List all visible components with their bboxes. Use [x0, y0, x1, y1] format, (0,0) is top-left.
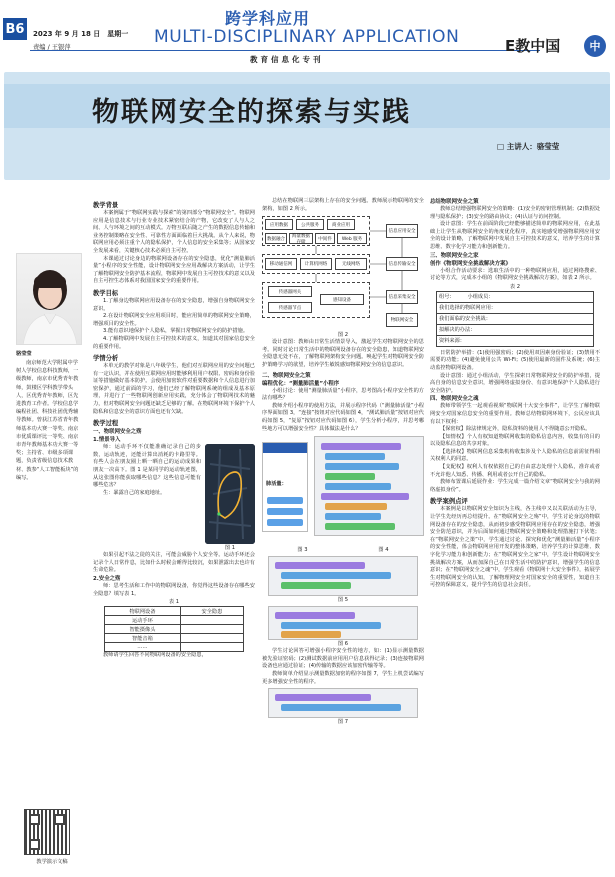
diagram-box: 移动通信网	[265, 258, 297, 270]
subsection-heading: 四、物联网安全之魂	[430, 396, 479, 403]
table-header: 物联网设备	[105, 607, 181, 616]
table-caption: 表 1	[168, 599, 180, 606]
paragraph: 2.在设计物联网安全应用项目时，能应用简单的物联网安全策略，增强项目的安全性。	[93, 313, 255, 327]
paragraph: 本课通过讨论身边的物联网设备存在的安全隐患，优化“测量肺活量”小程序的安全性能，设计物联网安全应用战解决方案活动，让学生了解物联网安全防护基本流程，物联网中发展自主可控技术的意义以及自主可控生态体系对我国国家安全的重要作用。	[93, 255, 255, 285]
diagram-box: 应用数据	[265, 219, 293, 230]
diagram-box: 物联网安全	[386, 313, 418, 327]
table-cell: 资料来源：	[437, 335, 594, 346]
paragraph: 本案例是以物联网安全知识为主线，各主线中又以关联活动为主导，让学生先经历再总结提升。在“物联网安全之殇”中，学生讨论身边的物联网设备存在的安全隐患，从而初步感受物联网应用存在的安全隐患，增强安全防范意识，并为后面如何通过物联网安全策略和处理措施打下伏笔；在“物联网安全之策”中，学生通过讨论、探究和优化“测量肺活量”小程序的安全性能，体会物联网应用开发的整体策略，培养学生的计算思维、数字化学习能力和创新能力；在“物联网安全之家”中，学生设计物联网安全挑战解决方案，从而加深自己在日常生活中的防护意识，增强学生的信息意识；在“物联网安全之魂”中，学生观看《物联网十大安全事件》，拓展学生对物联网安全的认知，了解物理网安全对国家安全的重要性，知道自主可控的保障意义，提升学生的信息社会责任。	[430, 506, 600, 589]
subsection-heading: 一、物联网安全之殇	[93, 429, 142, 436]
paragraph: 【支配权】权利人有权依据自己的自由意志处理个人隐私，准许或者不允许他人知悉、传播、利用或者公开自己的隐私。	[430, 464, 600, 478]
test-button[interactable]	[267, 508, 303, 515]
qr-caption: 教学演示文稿	[36, 859, 68, 865]
figure-caption: 图 7	[337, 719, 349, 726]
figure-caption: 图 4	[378, 547, 389, 554]
paragraph: 学生讨论回答可增强小程序安全性的地方，如：(1)显示测量数据被先验证密码；(2)测试数据前应用用户信息获得记录；(3)连接物联网设备也应通过验证；(4)传输的数据应该加密传输等等。	[262, 648, 424, 670]
paragraph: 【保密权】除法律规定外，隐私资料的使用人不得随意公开隐私。	[440, 426, 591, 433]
diagram-box: 计算机网络	[300, 258, 332, 270]
iot-security-architecture-diagram	[262, 216, 422, 331]
portrait-icon	[17, 254, 82, 345]
table-cell: 我们选择的物联网应用：	[437, 302, 594, 313]
article-title: 物联网安全的探索与实践	[92, 97, 411, 128]
table-header: 安全隐患	[180, 607, 243, 616]
author-photo	[16, 253, 82, 345]
diagram-box: 感知设备	[320, 294, 364, 305]
table-caption: 表 2	[509, 283, 521, 290]
paragraph: 【选择权】物联网信息采集机构收集涉及个人隐私的信息前需征得相关权利人的同意。	[430, 448, 600, 463]
diagram-box: 传感器节点	[268, 302, 312, 313]
subsection-heading: 编程优化：“测量肺活量”小程序	[262, 380, 340, 387]
header-rule	[30, 50, 540, 51]
paragraph: 小组讨论：使用“测量肺活量”小程序，思考图高小程序安全性的方法有哪些？	[262, 387, 424, 402]
diagram-box: 商业应用	[327, 219, 355, 230]
route-map-icon	[205, 444, 255, 544]
app-screen	[262, 442, 308, 532]
paragraph: 如果引起不法之徒的关注，可能会威胁个人安全等。运动手环还会记录个人日常作息，比如什么时候会睡得比较沉，如果泄露出去也许有生命危险。	[93, 552, 255, 574]
paragraph: 教师带领学生一起观看视频“物联网十大安全事件”，让学生了解物联网安全对国家信息安全的重要作用。教师总结物联网环境下，公民应该具有以下权利：	[430, 403, 600, 425]
table-cell	[180, 625, 243, 634]
paragraph: 生：暴露自己的家庭地址。	[103, 489, 166, 496]
paragraph: 教师请学生回答不同物联网设备的安全隐患，	[103, 652, 207, 659]
paragraph: 本案例属于“物联网实践与探索”的第四部分“物联网安全”。物联网应用是信息技术与行业专业技术紧密结合的产物，它改变了人与人之间、人与环境之间的互动模式。万物互联后随之产生的数据信息传输和业务控制策略在安全性、可靠性方面面临着巨大挑战。从个人来说，物联网应用必须注重个人的隐私保护，个人信息的安全采集等；从国家安全发展来看，关键核心技术必须自主可控。	[93, 210, 255, 254]
table-cell	[180, 616, 243, 625]
section-heading: 教学过程	[93, 420, 119, 428]
column-3	[430, 198, 600, 590]
paragraph: 师：思考生活和工作中的物联网设备，你觉得这些设备存在哪些安全隐患？填写表 1。	[93, 583, 255, 597]
code-blocks-view	[314, 436, 424, 536]
diagram-box: 数据融合	[265, 233, 287, 244]
paragraph: 3.能有意识地保护个人隐私，掌握日常物联网安全的防护措施。	[103, 328, 249, 335]
paragraph: 师：运动手环不仅能准确记录自己的步数，运动轨迹，还能计算出消耗的卡路里等。有些人会在朋友圈上晒一晒自己的运动成果和朋友一决高下。图 1 是某同学的运动轨迹图，从这张图你能获取哪些信息？这些信息可能有哪些危害？	[93, 444, 201, 489]
diagram-box: 信息采集安全	[386, 290, 418, 304]
code-blocks-view	[268, 606, 418, 640]
subsection-heading: 创作《物联网安全挑战解决方案》	[430, 260, 511, 267]
lung-capacity-label: 肺活量：	[266, 481, 287, 488]
figures-3-4	[262, 436, 424, 546]
qr-code-icon[interactable]	[24, 809, 70, 855]
reset-button[interactable]	[267, 519, 303, 526]
column-1	[93, 198, 255, 660]
section-heading: 学情分析	[93, 355, 119, 363]
paragraph: 【知情权】个人有权知道物联网收集的隐私信息内容，收集有的目的以及隐私信息的共享对象。	[430, 433, 600, 448]
subsection-heading: 二、物联网安全之策	[262, 372, 311, 379]
header-subtitle: 教育信息化专刊	[250, 55, 324, 64]
figure-caption: 图 6	[337, 641, 349, 648]
editor-credit: 责编 / 王银萍	[33, 44, 71, 51]
diagram-box: 信息应用安全	[386, 224, 418, 238]
paragraph: 1.了解身边物联网应用设备存在的安全隐患，增强自身物联网安全意识。	[93, 297, 255, 312]
paragraph: 4.了解物联网中发展自主可控技术的意义，知道其对国家信息安全的重要作用。	[93, 335, 255, 350]
figure-caption: 图 1	[224, 545, 236, 552]
table-cell: ……	[105, 643, 181, 652]
diagram-arrows	[262, 216, 422, 331]
table-cell: 智能摄像头	[105, 625, 181, 634]
code-blocks-view	[268, 688, 418, 718]
column-title-cn: 跨学科应用	[225, 9, 311, 28]
paragraph: 日常防护举措：(1)使用强密码；(2)使用双因素身份验证；(3)禁用不需要的功能；(4)避免使用公共 Wi-Fi；(5)使用最新的固件及系统；(6)主动监控物联网设备。	[430, 349, 600, 371]
table-1	[104, 606, 244, 652]
table-cell: 智能音箱	[105, 634, 181, 643]
paragraph: 设计意图：教师由日常生活情景导入，激起学生对物联网安全的思考。同时讨论日常生活中的物联网设备存在的安全隐患，知道物联网安全隐患无处不在，了解物联网架构安全问题。唤起学生对物联网安全防护策略学习的欲望，培养学生敏锐感知物联网安全的信息意识。	[262, 339, 424, 368]
subsection-heading: 1.情景导入	[93, 437, 121, 444]
paragraph: 小组合作活动要求：选取生活中的一种物联网应用，通过网络搜索、讨论等方式，完成本小组的《物联网安全挑战解决方案》，如表 2 所示。	[430, 267, 600, 282]
page-number: B6	[3, 18, 27, 40]
paragraph: 总结在物联网三层架构上存在的安全问题。教师展示物联网的安全架构，如图 2 所示。	[262, 198, 424, 212]
column-title-en: MULTI-DISCIPLINARY APPLICATION	[154, 27, 460, 47]
issue-date: 2023 年 9 月 18 日 星期一	[33, 30, 129, 38]
diagram-box: 公共服务	[296, 219, 324, 230]
table-cell	[180, 634, 243, 643]
column-2	[262, 198, 424, 726]
article-host: □ 主讲人：骆莹莹	[497, 142, 560, 151]
figure-caption: 图 3	[297, 547, 308, 554]
paragraph: 教师布置课后延展作业：学生完成一篇介绍文章“物联网安全与我的网络虚拟身份”。	[430, 479, 600, 493]
code-blocks-view	[268, 556, 418, 596]
author-bio: 南京师范大学附属中学树人学校信息科技教师，一级教师，南京市优秀青年教师，鼓楼区学科教学带头人，区优秀青年教师，区先进教育工作者。学校信息学编程社团、科技社团优秀辅导教师。曾获江苏省青年教师基本功大赛一等奖、南京市优质课评比一等奖、南京市青年教师基本功大赛一等奖；主持省、市级多项课题，负责省级信息技术教材、教参“人工智能板块”的编写。	[16, 360, 79, 481]
diagram-box: 传感器网关	[268, 286, 312, 297]
paragraph: 设计意图：通过小组活动，学生探索日常物联网安全的防护举措，提高自身的信息安全意识，增强网络虚拟身份、有意识地保护个人隐私进行安全防护。	[430, 372, 600, 394]
paragraph: 教师介绍小程序的使用方法，并展示程序代码（“测量肺活量”小程序界面如图 3，“连接”按钮对应代码如图 4，“测试肺活量”按钮对应代码如图 5，“复原”按钮对应代码如图 6），学生分析小程序，并思考哪些地方可以增强安全性？具体做法是什么？	[262, 402, 424, 432]
table-cell: 运动手环	[105, 616, 181, 625]
table-cell: 组号： 小组成员：	[437, 291, 594, 302]
running-track-map	[205, 444, 255, 544]
figure-caption: 图 2	[337, 332, 349, 339]
table-cell: 我们面临的安全挑战：	[437, 313, 594, 324]
connect-button[interactable]	[267, 497, 303, 504]
diagram-box: 海量数据存储	[289, 233, 313, 244]
diagram-box: 信息传输安全	[386, 257, 418, 271]
subsection-heading: 三、物联网安全之家	[430, 252, 479, 259]
author-name: 骆莹莹	[16, 351, 32, 357]
subsection-heading: 2.安全之殇	[93, 576, 121, 583]
paragraph: 设计意图：学生在前面阶段已经能够描述简单的物联网应用，在此基础上让学生从物联网安全的角度优化程序，真实地感受增强物联网应用安全的设计策略，了解物联网中发展自主可控技术的意义，培养学生的计算思维、数字化学习能力和创新能力。	[430, 221, 600, 250]
diagram-box: 无线网络	[335, 258, 367, 270]
diagram-box: Web 服务	[337, 233, 367, 244]
paragraph: 教师简单介绍显示测量数据加密的程序如图 7，学生上机尝试编写更多增强安全性的程序。	[262, 670, 424, 685]
section-heading: 教学目标	[93, 289, 119, 297]
subsection-heading: 总结物联网安全之策	[430, 199, 479, 205]
table-2	[436, 291, 594, 347]
paragraph: 本单元的教学对象是八年级学生，他们对互联网应用的安全问题已有一定认识，并在使用互联网应用时能够利用用户权限、密码和身份验证等措施做好基本防护。会使用加密软件对重要数据和个人信息进行加密保护，通过前面的学习，他们已经了解物联网系统的组成及基本原理，并进行了一些物联网创新应用实践，充分体会了物联网技术的魅力，但对物联网安全问题还缺乏足够的了解。在物联网环境下保护个人隐私和信息安全的意识方面也还有欠缺。	[93, 363, 255, 415]
section-heading: 教学背景	[93, 202, 119, 209]
table-cell: 拟解决的办法：	[437, 324, 594, 335]
logo-badge-icon: 中	[584, 35, 606, 57]
diagram-box: 中间件	[315, 233, 335, 244]
paragraph: 教师总结增强物联网安全的策略：(1)安全的密钥管理机制；(2)数据处理与隐私保护；(3)安全的路由协议；(4)认证与访问控制。	[430, 206, 600, 220]
publication-logo: E教中国	[505, 37, 561, 55]
figure-caption: 图 5	[337, 597, 349, 604]
section-heading: 教学案例点评	[430, 498, 468, 506]
table-cell	[180, 643, 243, 652]
